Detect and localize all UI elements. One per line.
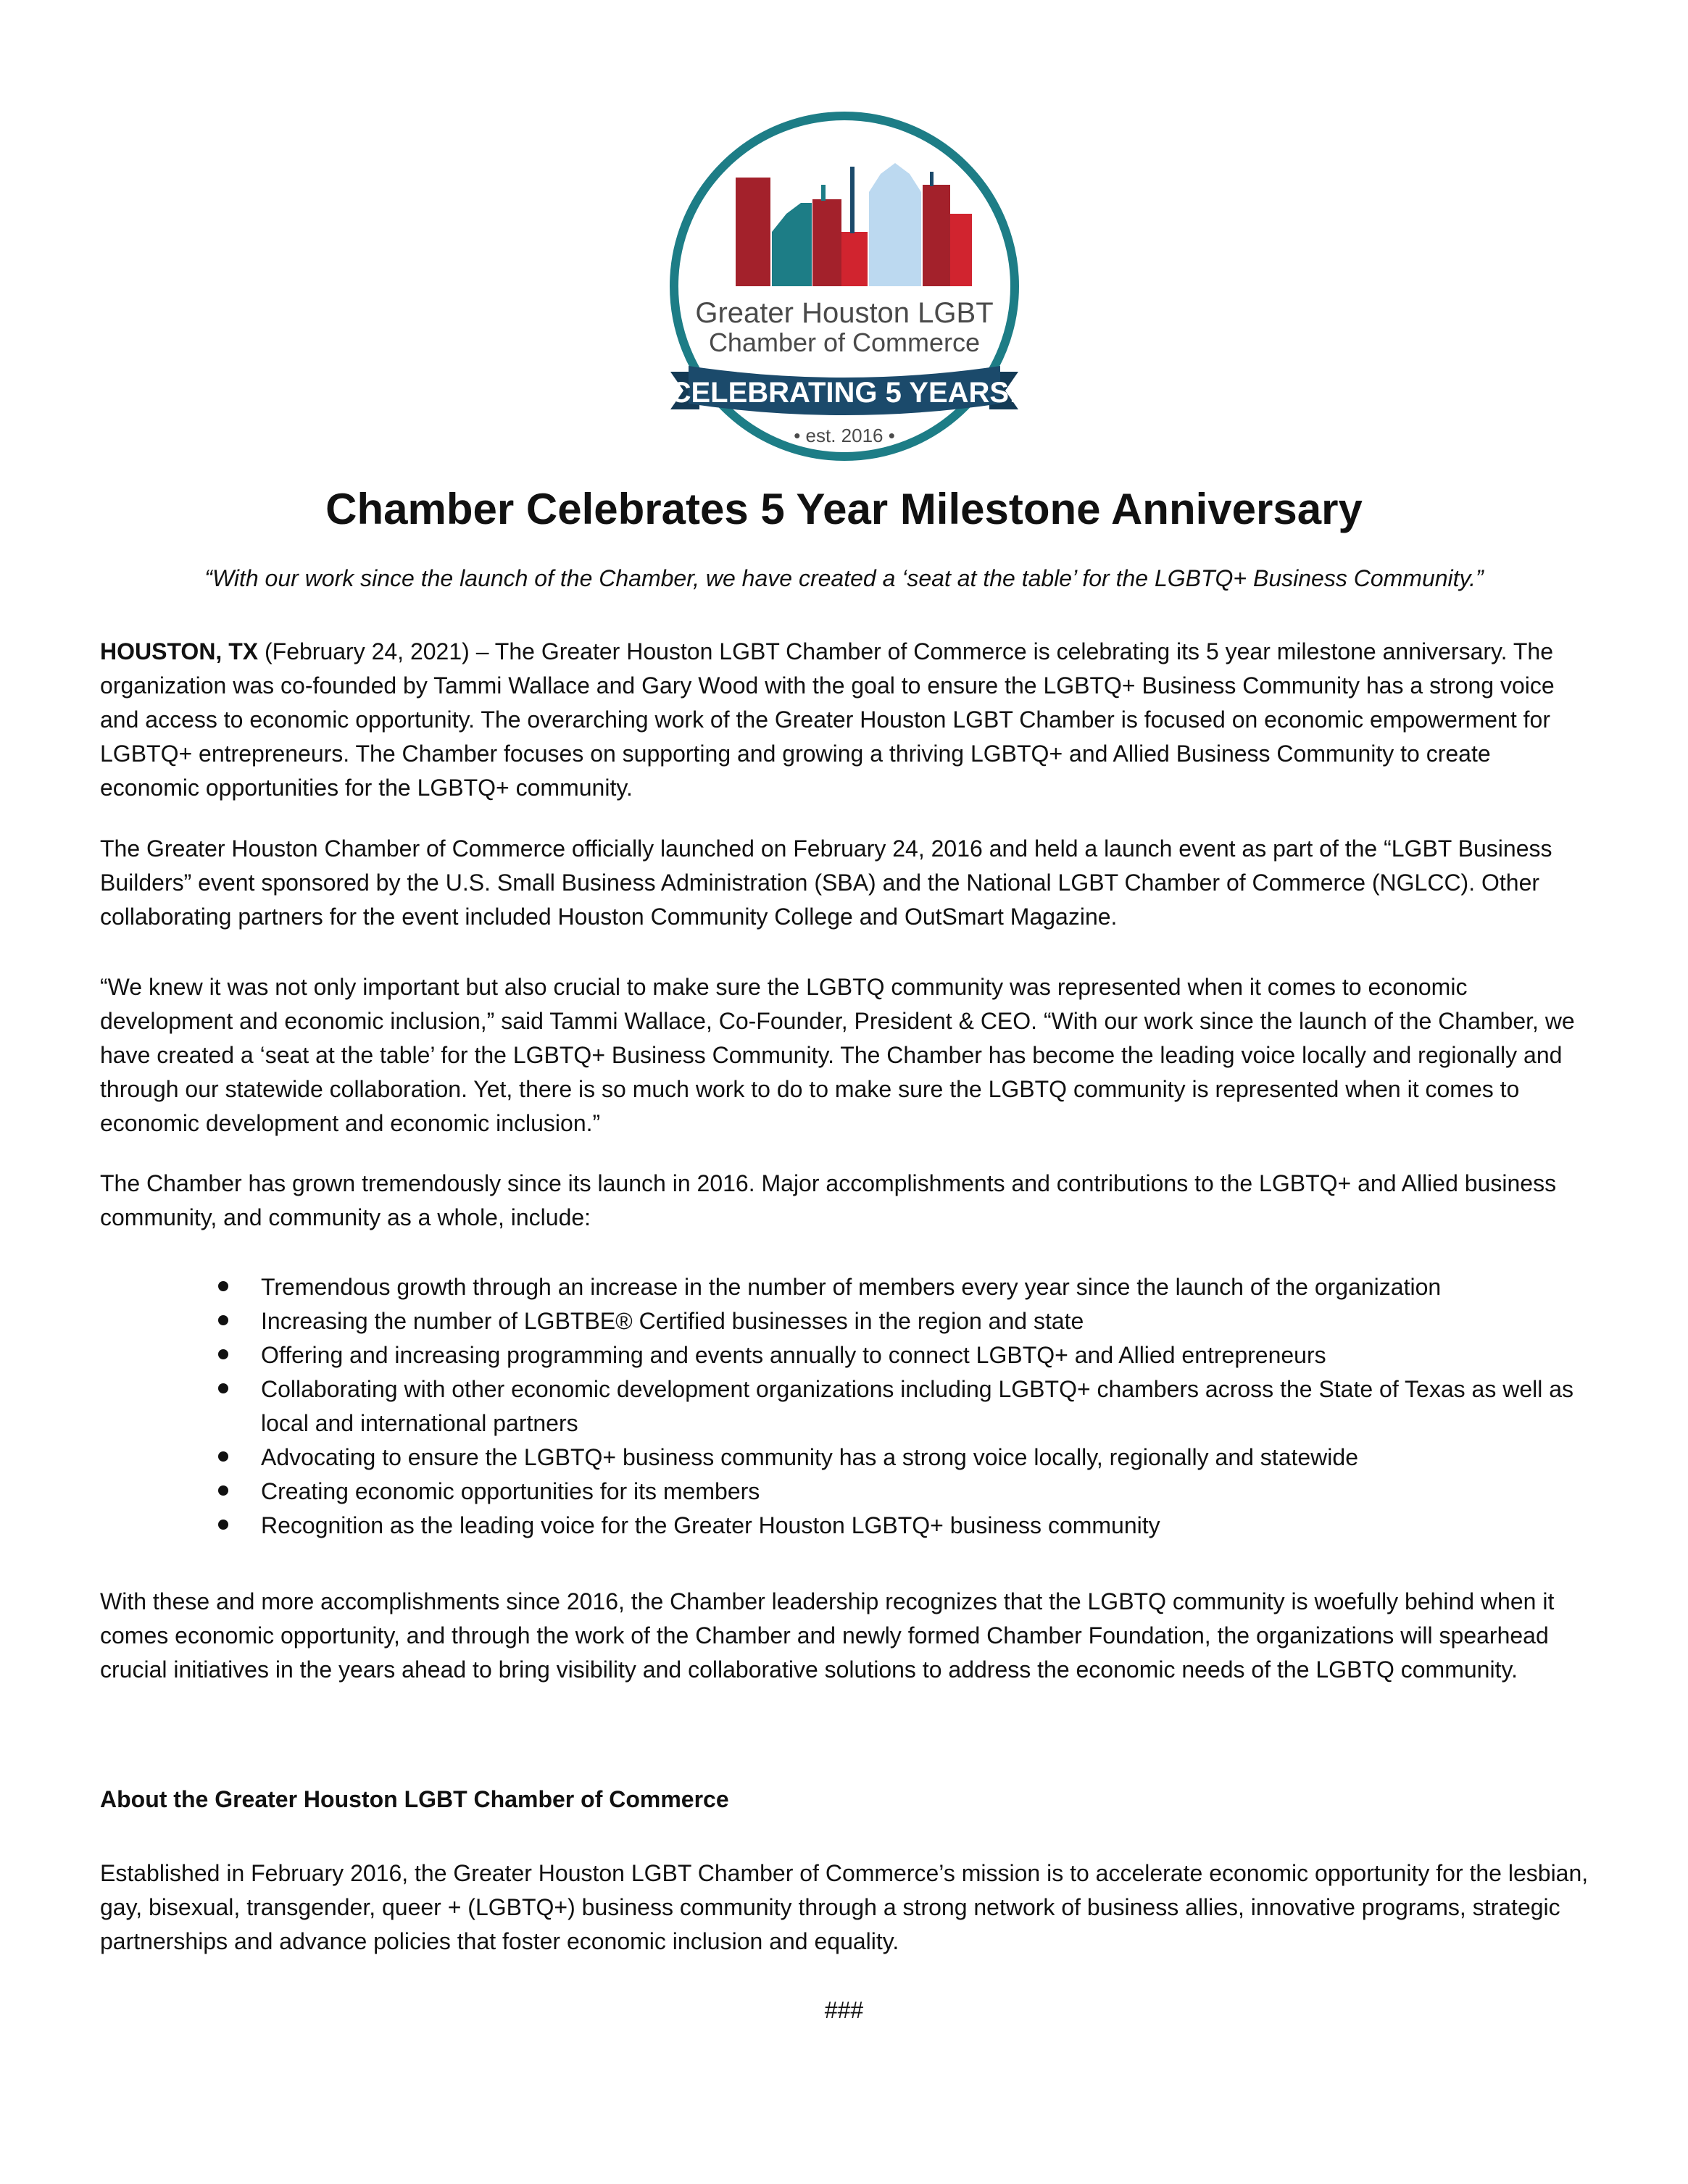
chamber-logo-graphic bbox=[663, 105, 1026, 467]
logo-name-line1: Greater Houston LGBT bbox=[695, 297, 994, 329]
quote-paragraph: “We knew it was not only important but also crucial to make sure the LGBTQ community was represented when it comes to economic development and economic inclusion,” said Tammi Wallace, Co-Founder, President & CEO. “With our work since the launch of the Chamber, we have created a ‘seat at the table’ for the LGBTQ+ Business Community. The Chamber has become the leading voice locally and regionally and through our statewide collaboration. Yet, there is so much work to do to make sure the LGBTQ community is represented when it comes to economic development and economic inclusion.” bbox=[100, 974, 1575, 1136]
list-item: Increasing the number of LGBTBE® Certified businesses in the region and state bbox=[100, 1304, 1593, 1338]
end-mark: ### bbox=[824, 1997, 864, 2023]
intro-text: (February 24, 2021) – The Greater Houston LGBT Chamber of Commerce is celebrating its 5 year milestone anniversary. The organization was co-founded by Tammi Wallace and Gary Wood with the goal to ensure the LGBTQ+ Business Community has a strong voice and access to economic opportunity. The overarching work of the Greater Houston LGBT Chamber is focused on economic empowerment for LGBTQ+ entrepreneurs. The Chamber focuses on supporting and growing a thriving LGBTQ+ and Allied Business Community to create economic opportunities for the LGBTQ+ community. bbox=[100, 638, 1555, 801]
logo-name-line2: Chamber of Commerce bbox=[708, 328, 981, 357]
bullet-icon bbox=[218, 1383, 228, 1393]
list-item: Tremendous growth through an increase in the number of members every year since the launch of the organization bbox=[100, 1270, 1593, 1304]
dateline: HOUSTON, TX bbox=[100, 638, 259, 664]
bullet-icon bbox=[218, 1520, 228, 1530]
logo-est: • est. 2016 • bbox=[794, 425, 895, 446]
list-item: Recognition as the leading voice for the Greater Houston LGBTQ+ business community bbox=[100, 1509, 1593, 1543]
closing-paragraph: With these and more accomplishments since 2016, the Chamber leadership recognizes that the LGBTQ community is woefully behind when it comes economic opportunity, and through the work of the Chamber and newly formed Chamber Foundation, the organizations will spearhead crucial initiatives in the years ahead to bring visibility and collaborative solutions to address the economic needs of the LGBTQ community. bbox=[100, 1588, 1555, 1683]
bullet-icon bbox=[218, 1281, 228, 1291]
list-item: Creating economic opportunities for its members bbox=[100, 1475, 1593, 1509]
list-item: Advocating to ensure the LGBTQ+ business community has a strong voice locally, regionally and statewide bbox=[100, 1441, 1593, 1475]
bullet-icon bbox=[218, 1315, 228, 1325]
bullet-icon bbox=[218, 1349, 228, 1359]
logo-banner-text: CELEBRATING 5 YEARS! bbox=[670, 377, 1019, 409]
bullet-icon bbox=[218, 1485, 228, 1496]
about-heading: About the Greater Houston LGBT Chamber of Commerce bbox=[100, 1786, 729, 1812]
intro-paragraph bbox=[100, 635, 1593, 805]
list-item: Collaborating with other economic development organizations including LGBTQ+ chambers across the State of Texas as well as local and international partners bbox=[100, 1372, 1593, 1441]
accomplishments-list bbox=[100, 1270, 1593, 1543]
accomplishments-intro: The Chamber has grown tremendously since its launch in 2016. Major accomplishments and contributions to the LGBTQ+ and Allied business community, and community as a whole, include: bbox=[100, 1170, 1557, 1230]
launch-paragraph: The Greater Houston Chamber of Commerce officially launched on February 24, 2016 and held a launch event as part of the “LGBT Business Builders” event sponsored by the U.S. Small Business Administration (SBA) and the National LGBT Chamber of Commerce (NGLCC). Other collaborating partners for the event included Houston Community College and OutSmart Magazine. bbox=[100, 835, 1552, 930]
about-paragraph: Established in February 2016, the Greater Houston LGBT Chamber of Commerce’s mission is to accelerate economic opportunity for the lesbian, gay, bisexual, transgender, queer + (LGBTQ+) business community through a strong network of business allies, innovative programs, strategic partnerships and advance policies that foster economic inclusion and equality. bbox=[100, 1860, 1589, 1954]
bullet-icon bbox=[218, 1451, 228, 1462]
list-item: Offering and increasing programming and events annually to connect LGBTQ+ and Allied entrepreneurs bbox=[100, 1338, 1593, 1372]
page-title: Chamber Celebrates 5 Year Milestone Anniversary bbox=[325, 485, 1363, 533]
pull-quote: “With our work since the launch of the Chamber, we have created a ‘seat at the table’ for the LGBTQ+ Business Community.” bbox=[204, 565, 1484, 591]
chamber-logo bbox=[663, 105, 1026, 467]
